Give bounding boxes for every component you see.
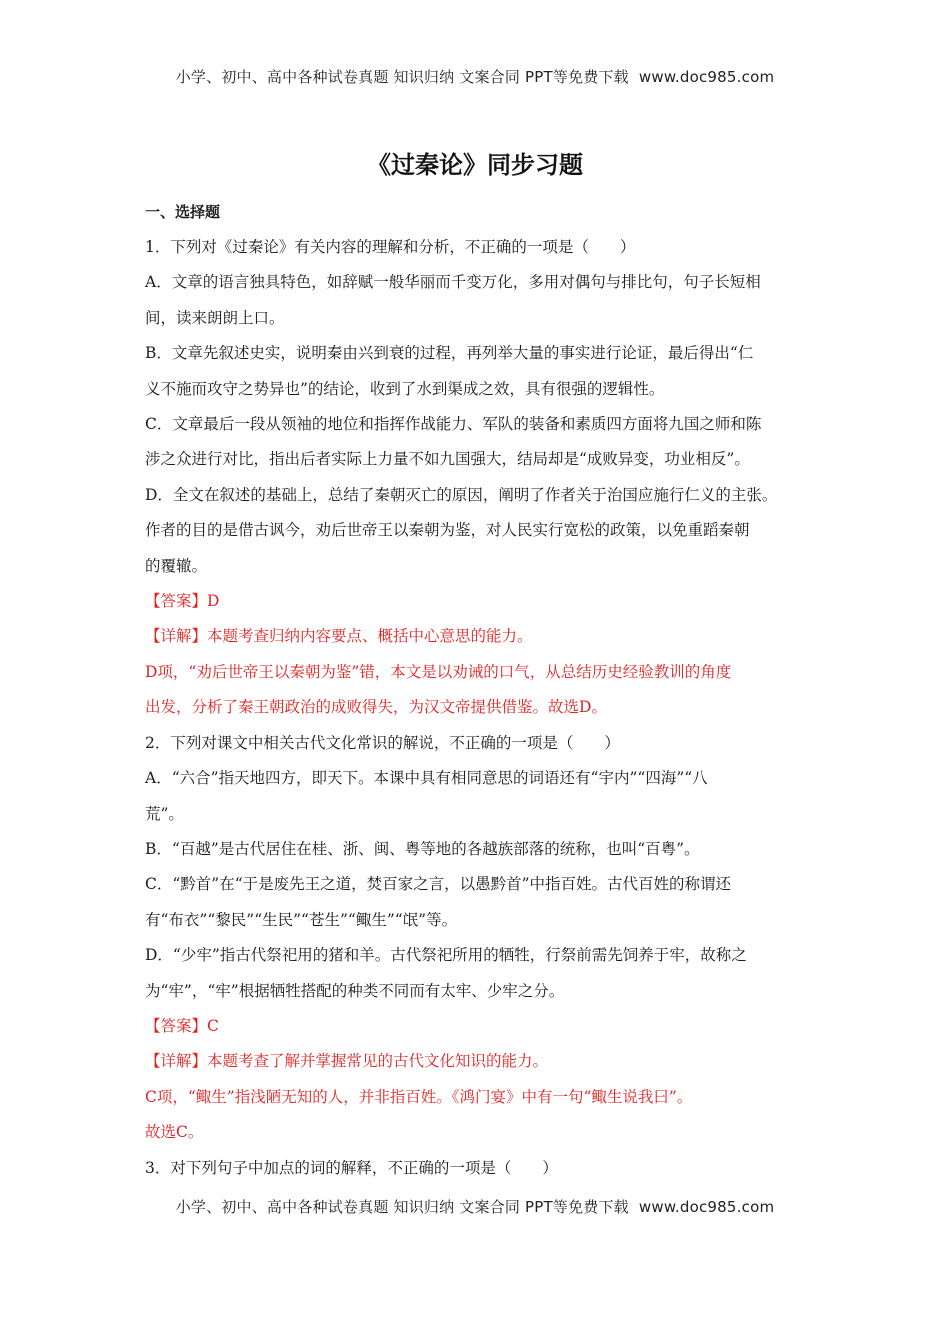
answer-line: D项，“劝后世帝王以秦朝为鉴”错，本文是以劝诫的口气，从总结历史经验教训的角度 bbox=[145, 662, 732, 681]
text-line: D．全文在叙述的基础上，总结了秦朝灭亡的原因，阐明了作者关于治国应施行仁义的主张。 bbox=[145, 485, 778, 504]
text-line: D．“少牢”指古代祭祀用的猪和羊。古代祭祀所用的牺牲，行祭前需先饲养于牢，故称之 bbox=[145, 946, 747, 965]
answer-line: 【详解】本题考查了解并掌握常见的古代文化知识的能力。 bbox=[145, 1052, 549, 1071]
document-title: 《过秦论》同步习题 bbox=[367, 151, 583, 179]
text-line: 1．下列对《过秦论》有关内容的理解和分析，不正确的一项是（ ） bbox=[145, 238, 636, 256]
page-footer bbox=[0, 1196, 950, 1217]
answer-line: 出发，分析了秦王朝政治的成败得失，为汉文帝提供借鉴。故选D。 bbox=[145, 698, 607, 717]
text-line: 2．下列对课文中相关古代文化常识的解说，不正确的一项是（ ） bbox=[145, 733, 620, 752]
answer-line: C项，“鲰生”指浅陋无知的人，并非指百姓。《鸿门宴》中有一句“鲰生说我曰”。 bbox=[145, 1087, 693, 1106]
section-heading: 一、选择题 bbox=[145, 203, 221, 221]
text-line: C．“黔首”在“于是废先王之道，焚百家之言，以愚黔首”中指百姓。古代百姓的称谓还 bbox=[145, 875, 732, 894]
text-line: A．“六合”指天地四方，即天下。本课中具有相同意思的词语还有“宇内”“四海”“八 bbox=[145, 769, 708, 788]
footer-site-link[interactable]: www.doc985.com bbox=[638, 1198, 775, 1216]
text-line: 作者的目的是借古讽今，劝后世帝王以秦朝为鉴，对人民实行宽松的政策，以免重蹈秦朝 bbox=[145, 521, 750, 540]
text-line: 的覆辙。 bbox=[145, 556, 208, 575]
text-line: 有“布衣”“黎民”“生民”“苍生”“鲰生”“氓”等。 bbox=[145, 910, 458, 929]
answer-line: 故选C。 bbox=[145, 1123, 204, 1142]
answer-line: 【答案】C bbox=[145, 1016, 219, 1035]
document-body bbox=[145, 195, 815, 1186]
question-lines bbox=[145, 230, 815, 1186]
header-text: 小学、初中、高中各种试卷真题 知识归纳 文案合同 PPT等免费下载 bbox=[175, 68, 629, 86]
page-header bbox=[0, 66, 950, 87]
text-line: B．“百越”是古代居住在桂、浙、闽、粤等地的各越族部落的统称，也叫“百粤”。 bbox=[145, 839, 700, 858]
text-line: B．文章先叙述史实，说明秦由兴到衰的过程，再列举大量的事实进行论证，最后得出“仁 bbox=[145, 344, 754, 363]
text-line: 荒”。 bbox=[145, 804, 184, 823]
text-line: 间，读来朗朗上口。 bbox=[145, 308, 285, 327]
text-line: 3．对下列句子中加点的词的解释，不正确的一项是（ ） bbox=[145, 1158, 558, 1177]
footer-text: 小学、初中、高中各种试卷真题 知识归纳 文案合同 PPT等免费下载 bbox=[175, 1198, 629, 1216]
answer-line: 【详解】本题考查归纳内容要点、概括中心意思的能力。 bbox=[145, 627, 533, 646]
text-line: A．文章的语言独具特色，如辞赋一般华丽而千变万化，多用对偶句与排比句，句子长短相 bbox=[145, 273, 761, 292]
text-line: 义不施而攻守之势异也”的结论，收到了水到渠成之效，具有很强的逻辑性。 bbox=[145, 379, 665, 398]
text-line: 为“牢”，“牢”根据牺牲搭配的种类不同而有太牢、少牢之分。 bbox=[145, 981, 565, 1000]
header-site-link[interactable]: www.doc985.com bbox=[638, 68, 775, 86]
text-line: 涉之众进行对比，指出后者实际上力量不如九国强大，结局却是“成败异变，功业相反”。 bbox=[145, 450, 750, 469]
text-line: C．文章最后一段从领袖的地位和指挥作战能力、军队的装备和素质四方面将九国之师和陈 bbox=[145, 415, 762, 434]
answer-line: 【答案】D bbox=[145, 592, 220, 611]
